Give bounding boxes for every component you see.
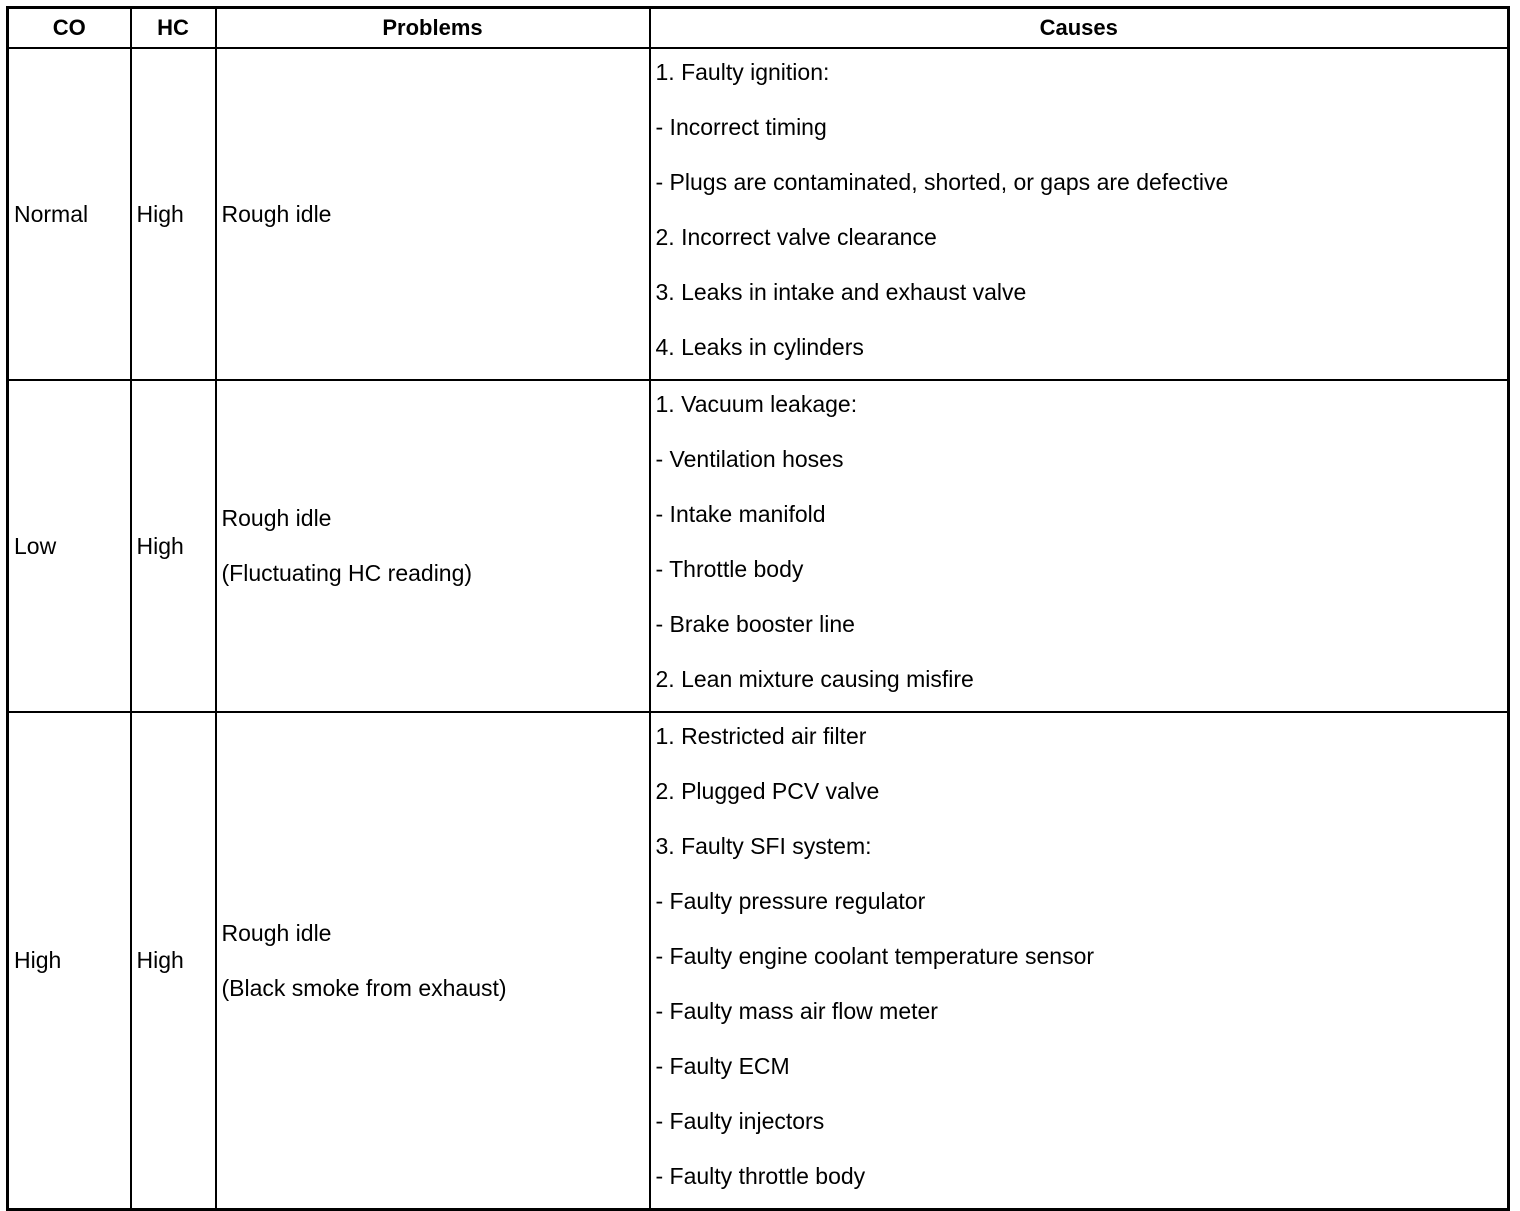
- hc-cell: High: [131, 380, 216, 712]
- co-cell: High: [8, 712, 131, 1210]
- problem-line: Rough idle: [221, 505, 332, 531]
- header-row: [8, 8, 1509, 49]
- problem-line: Rough idle: [221, 919, 332, 946]
- co-cell: Normal: [8, 48, 131, 380]
- table-row: [8, 380, 1509, 712]
- header-causes: Causes: [650, 8, 1509, 49]
- problems-cell: [216, 380, 650, 712]
- cause-line: - Faulty throttle body: [655, 1163, 866, 1189]
- cause-line: 2. Lean mixture causing misfire: [655, 666, 974, 692]
- cause-line: - Plugs are contaminated, shorted, or gaps are defective: [655, 169, 1229, 195]
- diagnosis-table: [6, 6, 1510, 1211]
- cause-line: - Faulty ECM: [655, 1053, 790, 1079]
- cause-line: 2. Incorrect valve clearance: [655, 224, 937, 250]
- cause-line: 3. Faulty SFI system:: [655, 833, 872, 859]
- problems-cell: [216, 712, 650, 1210]
- problem-line: (Fluctuating HC reading): [221, 560, 473, 586]
- header-problems: Problems: [216, 8, 650, 49]
- header-co: CO: [8, 8, 131, 49]
- cause-line: 2. Plugged PCV valve: [655, 778, 880, 804]
- table-row: [8, 48, 1509, 380]
- problem-line: Rough idle: [221, 200, 332, 227]
- problems-cell: [216, 48, 650, 380]
- cause-line: - Faulty engine coolant temperature sensor: [655, 943, 1095, 969]
- co-cell: Low: [8, 380, 131, 712]
- cause-line: 3. Leaks in intake and exhaust valve: [655, 279, 1027, 305]
- cause-line: 1. Faulty ignition:: [655, 59, 830, 85]
- causes-cell: [650, 712, 1509, 1210]
- cause-line: 1. Restricted air filter: [655, 723, 867, 749]
- hc-cell: High: [131, 48, 216, 380]
- cause-line: - Brake booster line: [655, 611, 855, 637]
- table-row: [8, 712, 1509, 1210]
- causes-cell: [650, 380, 1509, 712]
- cause-line: - Throttle body: [655, 556, 804, 582]
- hc-cell: High: [131, 712, 216, 1210]
- cause-line: 4. Leaks in cylinders: [655, 334, 864, 360]
- cause-line: - Intake manifold: [655, 501, 826, 527]
- cause-line: - Incorrect timing: [655, 114, 827, 140]
- cause-line: - Faulty injectors: [655, 1108, 825, 1134]
- cause-line: - Faulty mass air flow meter: [655, 998, 938, 1024]
- cause-line: - Ventilation hoses: [655, 446, 844, 472]
- header-hc: HC: [131, 8, 216, 49]
- cause-line: 1. Vacuum leakage:: [655, 391, 858, 417]
- cause-line: - Faulty pressure regulator: [655, 888, 926, 914]
- causes-cell: [650, 48, 1509, 380]
- problem-line: (Black smoke from exhaust): [221, 974, 507, 1001]
